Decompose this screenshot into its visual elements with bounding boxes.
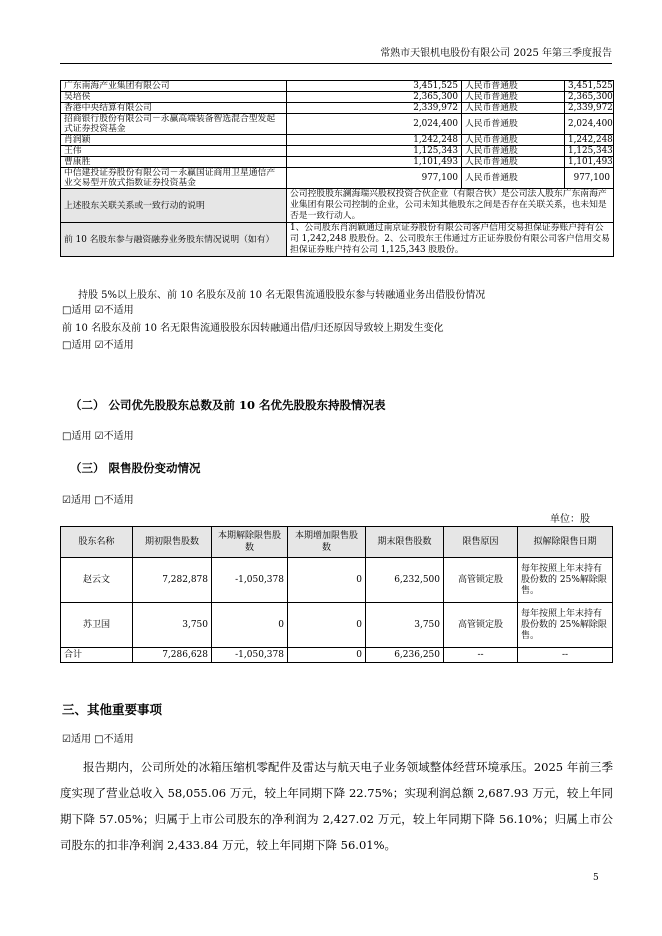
shareholder-name: 中信建投证券股份有限公司－永赢国证商用卫星通信产业交易型开放式指数证券投资基金 [61,168,287,189]
unit-label: 单位：股 [550,514,590,525]
share-type: 人民币普通股 [462,103,565,114]
table-row [61,146,614,157]
cell-name: 苏卫国 [61,603,133,648]
table-row [61,157,614,168]
share-type: 人民币普通股 [462,146,565,157]
cell-released: -1,050,378 [212,648,288,663]
cell-reason: -- [444,648,518,663]
cell-released: -1,050,378 [212,558,288,603]
cell-start: 7,286,628 [133,648,212,663]
column-header: 本期增加限售股数 [288,527,366,558]
table-row [61,648,613,663]
share-type: 人民币普通股 [462,81,565,92]
margin-trading-text: 1、公司股东肖润颖通过南京证券股份有限公司客户信用交易担保证券账户持有公司 1,242,248 股股份。2、公司股东王伟通过方正证券股份有限公司客户信用交易担保证券账户持有公司 1,125,343 股股份。 [287,223,614,257]
section2-title: （二） 公司优先股股东总数及前 10 名优先股股东持股情况表 [70,398,386,412]
cell-released: 0 [212,603,288,648]
cell-added: 0 [288,648,366,663]
cell-reason: 高管锁定股 [444,603,518,648]
share-quantity: 1,242,248 [565,135,614,146]
share-quantity: 2,365,300 [565,92,614,103]
share-quantity: 3,451,525 [565,81,614,92]
section2-check: □适用 ☑不适用 [62,431,134,442]
table-row [61,92,614,103]
section3-check: ☑适用 □不适用 [62,495,134,506]
restricted-shares-table [60,526,613,663]
shareholder-shares: 2,024,400 [287,114,462,135]
shareholder-name: 肖润颖 [61,135,287,146]
column-header: 拟解除限售日期 [518,527,613,558]
shareholder-shares: 3,451,525 [287,81,462,92]
other-matters-title: 三、其他重要事项 [62,702,163,717]
cell-end: 6,236,250 [366,648,444,663]
cell-name: 合计 [61,648,133,663]
page-number: 5 [593,873,599,883]
table-row [61,223,614,257]
shareholder-name: 曹康胜 [61,157,287,168]
shareholder-name: 招商银行股份有限公司－永赢高端装备智选混合型发起式证券投资基金 [61,114,287,135]
share-quantity: 2,024,400 [565,114,614,135]
cell-added: 0 [288,603,366,648]
change-title: 前 10 名股东及前 10 名无限售流通股股东因转融通出借/归还原因导致较上期发生变化 [62,323,444,334]
share-type: 人民币普通股 [462,135,565,146]
column-header: 本期解除限售股数 [212,527,288,558]
share-quantity: 1,125,343 [565,146,614,157]
shareholder-shares: 1,242,248 [287,135,462,146]
other-matters-paragraph: 报告期内，公司所处的冰箱压缩机零配件及雷达与航天电子业务领域整体经营环境承压。2025 年前三季度实现了营业总收入 58,055.06 万元，较上年同期下降 22.75%；实现利润总额 2,687.93 万元，较上年同期下降 57.05%；归属于上市公司股东的净利润为 2,427.02 万元，较上年同期下降 56.10%；归属上市公司股东的扣非净利润 2,433.84 万元，较上年同期下降 56.01%。 [60,760,613,852]
shareholder-name: 王伟 [61,146,287,157]
table-row [61,135,614,146]
table-row [61,189,614,223]
margin-trading-label: 前 10 名股东参与融资融券业务股东情况说明（如有） [61,223,287,257]
column-header: 期末限售股数 [366,527,444,558]
cell-end: 6,232,500 [366,558,444,603]
column-header: 股东名称 [61,527,133,558]
cell-start: 3,750 [133,603,212,648]
share-type: 人民币普通股 [462,92,565,103]
cell-reason: 高管锁定股 [444,558,518,603]
shareholder-name: 吴培侯 [61,92,287,103]
cell-added: 0 [288,558,366,603]
column-header: 限售原因 [444,527,518,558]
share-quantity: 1,101,493 [565,157,614,168]
share-quantity: 2,339,972 [565,103,614,114]
lending-check: □适用 ☑不适用 [62,305,134,316]
share-type: 人民币普通股 [462,114,565,135]
share-quantity: 977,100 [565,168,614,189]
share-type: 人民币普通股 [462,168,565,189]
related-parties-label: 上述股东关联关系或一致行动的说明 [61,189,287,223]
cell-start: 7,282,878 [133,558,212,603]
column-header: 期初限售股数 [133,527,212,558]
table-row [61,114,614,135]
shareholder-shares: 1,101,493 [287,157,462,168]
table-row [61,103,614,114]
shareholders-table [60,80,614,257]
cell-date: 每年按照上年末持有股份数的 25%解除限售。 [518,603,613,648]
lending-title: 持股 5%以上股东、前 10 名股东及前 10 名无限售流通股股东参与转融通业务出借股份情况 [78,290,486,301]
change-check: □适用 ☑不适用 [62,340,134,351]
share-type: 人民币普通股 [462,157,565,168]
cell-end: 3,750 [366,603,444,648]
other-matters-check: ☑适用 □不适用 [62,734,134,745]
shareholder-name: 香港中央结算有限公司 [61,103,287,114]
table-row [61,558,613,603]
shareholder-shares: 2,339,972 [287,103,462,114]
shareholder-shares: 977,100 [287,168,462,189]
section3-title: （三） 限售股份变动情况 [70,461,201,475]
shareholder-shares: 2,365,300 [287,92,462,103]
table-row [61,603,613,648]
shareholder-shares: 1,125,343 [287,146,462,157]
cell-date: 每年按照上年末持有股份数的 25%解除限售。 [518,558,613,603]
cell-name: 赵云文 [61,558,133,603]
cell-date: -- [518,648,613,663]
table-row [61,81,614,92]
page-header: 常熟市天银机电股份有限公司 2025 年第三季度报告 [60,44,612,64]
table-row [61,168,614,189]
shareholder-name: 广东南海产业集团有限公司 [61,81,287,92]
related-parties-text: 公司控股股东澜海瑞兴股权投资合伙企业（有限合伙）是公司法人股东广东南海产业集团有限公司控制的企业，公司未知其他股东之间是否存在关联关系，也未知是否是一致行动人。 [287,189,614,223]
